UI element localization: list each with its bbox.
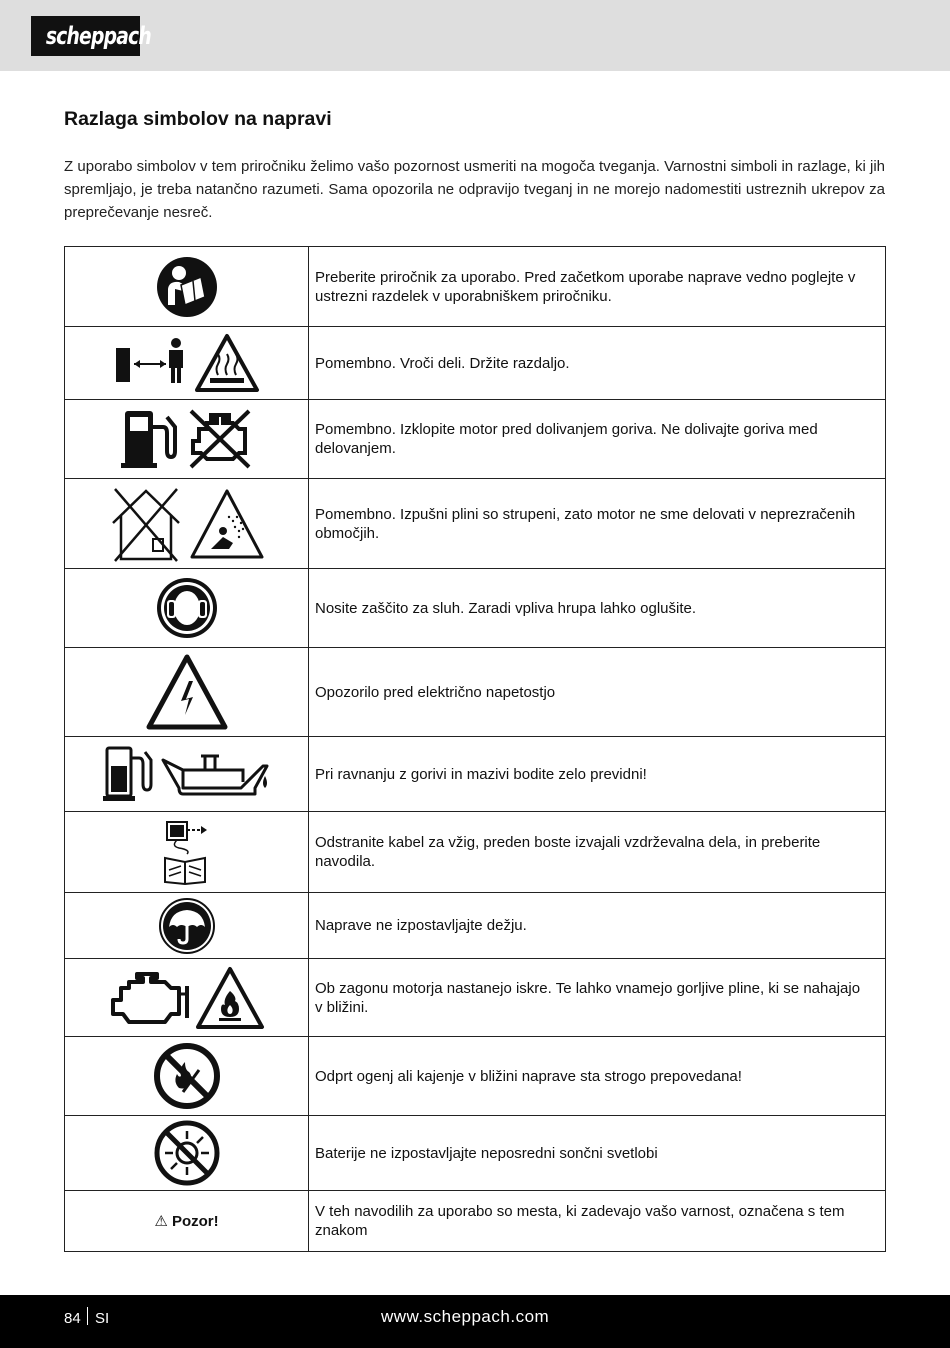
symbol-cell [65,737,309,812]
electric-voltage-warning-icon [145,653,229,731]
table-row [65,479,886,569]
description-cell: Nosite zaščito za sluh. Zaradi vpliva hrupa lahko oglušite. [309,569,886,648]
description-cell: Preberite priročnik za uporabo. Pred začetkom uporabe naprave vedno poglejte v ustrezni razdelek v uporabniškem priročniku. [309,247,886,327]
website-url: www.scheppach.com [381,1307,550,1326]
description-cell: Naprave ne izpostavljajte dežju. [309,893,886,959]
description-cell: Odprt ogenj ali kajenje v bližini naprave sta strogo prepovedana! [309,1037,886,1116]
protect-from-rain-icon [158,897,216,955]
oil-can-icon [159,748,271,800]
no-running-engine-icon [187,407,253,471]
symbol-cell [65,479,309,569]
no-indoor-use-icon [109,485,183,563]
table-row [65,893,886,959]
hot-surface-warning-icon [194,333,260,393]
symbol-cell [65,893,309,959]
symbol-cell [65,400,309,479]
read-manual-icon [155,255,219,319]
symbol-cell [65,1191,309,1252]
intro-paragraph: Z uporabo simbolov v tem priročniku želimo vašo pozornost usmeriti na mogoča tveganja. Varnostni simboli in razlage, ki jih spremljajo, je treba natančno razumeti. Sama opozorila ne odpravijo tveganj in ne morejo nadomestiti ustreznih ukrepov za preprečevanje nesreč. [64,158,885,221]
table-row [65,737,886,812]
description-cell: Ob zagonu motorja nastanejo iskre. Te lahko vnamejo gorljive pline, ki se nahajajo v bližini. [309,959,886,1037]
symbol-cell [65,959,309,1037]
no-sunlight-icon [153,1119,221,1187]
symbol-cell [65,569,309,648]
symbol-cell [65,1116,309,1191]
symbol-cell [65,1037,309,1116]
description-cell: Baterije ne izpostavljajte neposredni sončni svetlobi [309,1116,886,1191]
language-code: SI [95,1310,110,1327]
table-row [65,648,886,737]
symbol-cell [65,812,309,893]
table-row [65,1191,886,1252]
page-title: Razlaga simbolov na napravi [64,108,332,130]
no-open-flame-icon [153,1042,221,1110]
keep-distance-icon [114,334,188,392]
description-cell: Pomembno. Izklopite motor pred dolivanjem goriva. Ne dolivajte goriva med delovanjem. [309,400,886,479]
footer-separator [87,1307,88,1325]
description-cell: Pri ravnanju z gorivi in mazivi bodite zelo previdni! [309,737,886,812]
hearing-protection-icon [155,576,219,640]
table-row [65,959,886,1037]
description-cell: Pomembno. Vroči deli. Držite razdaljo. [309,327,886,400]
symbol-table [64,246,886,1252]
table-row [65,812,886,893]
table-row [65,1037,886,1116]
header-bar [0,0,950,71]
scheppach-logo: scheppach [31,16,140,56]
symbol-cell [65,327,309,400]
table-row [65,400,886,479]
table-row [65,247,886,327]
description-cell: Opozorilo pred električno napetostjo [309,648,886,737]
symbol-cell [65,247,309,327]
warning-label: ⚠ Pozor! [154,1212,219,1230]
spark-plug-manual-icon [161,818,213,886]
page-number: 84 [64,1310,81,1327]
symbol-cell [65,648,309,737]
engine-icon [109,970,189,1026]
table-row [65,327,886,400]
description-cell: Odstranite kabel za vžig, preden boste izvajali vzdrževalna dela, in preberite navodila. [309,812,886,893]
description-cell: Pomembno. Izpušni plini so strupeni, zato motor ne sme delovati v neprezračenih območjih. [309,479,886,569]
table-row [65,569,886,648]
fuel-pump-icon [121,407,181,471]
description-cell: V teh navodilih za uporabo so mesta, ki zadevajo vašo varnost, označena s tem znakom [309,1191,886,1252]
toxic-fumes-warning-icon [189,487,265,561]
footer-bar [0,1295,950,1348]
table-row [65,1116,886,1191]
flammable-warning-icon [195,965,265,1031]
fuel-pump-icon [103,744,153,804]
